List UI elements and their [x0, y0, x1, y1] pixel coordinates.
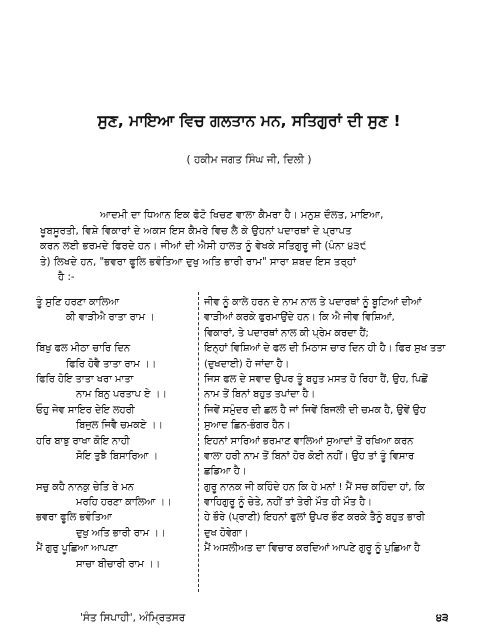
- shabad-line: ਬਿਖੁ ਫਲ ਮੀਠਾ ਚਾਰਿ ਦਿਨ: [36, 343, 130, 355]
- shabad-line: ਸੋਇ ਤੁਝੈ ਬਿਸਾਰਿਆ ।: [76, 450, 158, 462]
- shabad-line: ਤੂੰ ਸੁਣਿ ਹਰਣਾ ਕਾਲਿਆ: [36, 297, 119, 308]
- explanation-column: [204, 295, 488, 557]
- shabad-line: [36, 464, 196, 479]
- intro-line: ਖੂਬਸੂਰਤੀ, ਵਿਸ਼ੇ ਵਿਕਾਰਾਂ ਦੇ ਅਕਸ ਇਸ ਕੈਮਰੇ ਵਿਚ ਲੈ ਕੇ ਉਹਨਾਂ ਪਦਾਰਥਾਂ ਦੇ ਪ੍ਰਾਪਤ: [40, 225, 352, 237]
- page-number: ੪੩: [436, 612, 449, 624]
- shabad-line: ਦੁਖੁ ਅਤਿ ਭਾਰੀ ਰਾਮ ।।: [76, 527, 166, 539]
- explanation-line: ਸੁਆਦ ਛਿਨ-ਭੰਗਰ ਹੈਨ।: [204, 420, 291, 432]
- explanation-line: ਜੀਵ ਨੂੰ ਕਾਲੇ ਹਰਨ ਦੇ ਨਾਮ ਨਾਲ ਤੇ ਪਦਾਰਥਾਂ ਨੂੰ ਬੂਟਿਆਂ ਦੀਆਂ: [204, 297, 422, 308]
- shabad-line: ਹਰਿ ਬਾਝੁ ਰਾਖਾ ਕੋਇ ਨਾਹੀ: [36, 435, 130, 447]
- shabad-line: ਓਹੁ ਜੇਵ ਸਾਇਰ ਦੇਇ ਲਹਰੀ: [36, 404, 135, 416]
- source-credit: 'ਸੰਤ ਸਿਪਾਹੀ', ਅੰਮ੍ਰਿਤਸਰ: [80, 612, 186, 624]
- shabad-line: ਨਾਮ ਬਿਨੁ ਪਰਤਾਪ ਏ ।।: [76, 389, 167, 401]
- explanation-line: ਜਿਸ ਫਲ ਦੇ ਸਵਾਦ ਉਪਰ ਤੂੰ ਬਹੁਤ ਮਸਤ ਹੋ ਰਿਹਾ ਹੈਂ, ਉਹ, ਪਿਛੋਂ: [204, 373, 428, 385]
- article-title: ਸੁਣ, ਮਾਇਆ ਵਿਚ ਗਲਤਾਨ ਮਨ, ਸਤਿਗੁਰਾਂ ਦੀ ਸੁਣ !: [97, 112, 401, 130]
- shabad-line: ਫਿਰਿ ਹੋਇ ਤਾਤਾ ਖਰਾ ਮਾਤਾ: [36, 373, 134, 385]
- explanation-line: ਵਾੜੀਆਂ ਕਰਕੇ ਫੁਰਮਾਉਂਦੇ ਹਨ। ਕਿ ਐ ਜੀਵ ਵਿਸ਼ਿਆਂ,: [204, 312, 395, 324]
- explanation-line: ਦੁਖ ਹੋਵੇਗਾ।: [204, 527, 249, 539]
- shabad-line: ਸਚੁ ਕਹੈ ਨਾਨਕੁ ਚੇਤਿ ਰੇ ਮਨ: [36, 481, 134, 493]
- explanation-line: ਵਾਲਾ ਹਰੀ ਨਾਮ ਤੋਂ ਬਿਨਾਂ ਹੋਰ ਕੋਈ ਨਹੀਂ। ਉਹ ਤਾਂ ਤੂੰ ਵਿਸਾਰ: [204, 450, 415, 462]
- explanation-line: ਗੁਰੂ ਨਾਨਕ ਜੀ ਕਹਿੰਦੇ ਹਨ ਕਿ ਹੇ ਮਨਾਂ ! ਮੈਂ ਸਚ ਕਹਿੰਦਾ ਹਾਂ, ਕਿ: [204, 481, 425, 493]
- intro-line: ਆਦਮੀ ਦਾ ਧਿਆਨ ਇਕ ਫੋਟੋ ਖਿਚਣ ਵਾਲਾ ਕੈਮਰਾ ਹੈ। ਮਨੁਸ਼ ਦੌਲਤ, ਮਾਇਆ,: [100, 210, 384, 221]
- shabad-column: [36, 295, 196, 572]
- shabad-line: ਭਵਰਾ ਫੂਲਿ ਭਵੰਤਿਆ: [36, 512, 112, 524]
- explanation-line: ਇਨ੍ਹਾਂ ਵਿਸ਼ਿਆਂ ਦੇ ਫਲ ਦੀ ਮਿਠਾਸ ਚਾਰ ਦਿਨ ਹੀ ਹੈ। ਫਿਰ ਸੁਖ ਤਤਾ: [204, 343, 446, 355]
- shabad-line: ਕੀ ਵਾੜੀਐ ਰਾਤਾ ਰਾਮ ।: [66, 312, 155, 324]
- shabad-line: ਮਰਹਿ ਹਰਣਾ ਕਾਲਿਆ ।।: [76, 497, 172, 509]
- explanation-line: (ਦੁਖਦਾਈ) ਹੋ ਜਾਂਦਾ ਹੈ।: [204, 358, 290, 370]
- explanation-line: ਮੈਂ ਅਸਲੀਅਤ ਦਾ ਵਿਚਾਰ ਕਰਦਿਆਂ ਆਪਣੇ ਗੁਰੂ ਨੂੰ ਪੁਛਿਆ ਹੈ: [204, 543, 421, 555]
- column-divider: [198, 292, 199, 592]
- shabad-line: ਬਿਜੁਲ ਜਿਵੈ ਚਮਕਏ ।।: [76, 420, 163, 432]
- shabad-line: [36, 326, 196, 341]
- intro-line: ਕਰਨ ਲਈ ਭਰਮਦੇ ਫਿਰਦੇ ਹਨ। ਜੀਆਂ ਦੀ ਐਸੀ ਹਾਲਤ ਨੂੰ ਵੇਖਕੇ ਸਤਿਗੁਰੂ ਜੀ (ਪੰਨਾ ੪੩੯: [40, 241, 367, 252]
- explanation-line: ਇਹਨਾਂ ਸਾਰਿਆਂ ਭਰਮਾਣ ਵਾਲਿਆਂ ਸੁਆਦਾਂ ਤੋਂ ਰਖਿਆ ਕਰਨ: [204, 435, 414, 447]
- shabad-line: ਫਿਰਿ ਹੋਵੈ ਤਾਤਾ ਰਾਮ ।।: [66, 358, 157, 370]
- intro-line: ਹੈ :-: [58, 272, 75, 283]
- explanation-line: ਵਿਕਾਰਾਂ, ਤੇ ਪਦਾਰਥਾਂ ਨਾਲ ਕੀ ਪ੍ਰੇਮ ਕਰਦਾ ਹੈਂ;: [204, 327, 369, 339]
- intro-line: ਤੇ) ਲਿਖਦੇ ਹਨ, "ਭਵਰਾ ਫੂਲਿ ਭਵੰਤਿਆ ਦੁਖੁ ਅਤਿ ਭਾਰੀ ਰਾਮ" ਸਾਰਾ ਸ਼ਬਦ ਇਸ ਤਰ੍ਹਾਂ: [40, 256, 357, 268]
- explanation-line: ਹੇ ਭੌਰੇ (ਪ੍ਰਾਣੀ) ਇਹਨਾਂ ਫੁਲਾਂ ਉਪਰ ਭੌਣ ਕਰਕੇ ਤੈਨੂੰ ਬਹੁਤ ਭਾਰੀ: [204, 512, 425, 524]
- intro-paragraph: [40, 208, 480, 286]
- author-byline: ( ਹਕੀਮ ਜਗਤ ਸਿੰਘ ਜੀ, ਦਿਲੀ ): [186, 154, 312, 166]
- explanation-line: ਵਾਹਿਗੁਰੂ ਨੂੰ ਚੇਤੇ, ਨਹੀਂ ਤਾਂ ਤੇਰੀ ਮੌਤ ਹੀ ਮੌਤ ਹੈ।: [204, 497, 372, 509]
- explanation-line: ਜਿਵੇਂ ਸਮੁੰਦਰ ਦੀ ਛਲ ਹੈ ਜਾਂ ਜਿਵੇਂ ਬਿਜਲੀ ਦੀ ਚਮਕ ਹੈ, ਉਵੇਂ ਉਹ: [204, 404, 426, 416]
- explanation-line: ਨਾਮ ਤੋਂ ਬਿਨਾਂ ਬਹੁਤ ਤਪਾਂਦਾ ਹੈ।: [204, 389, 316, 401]
- shabad-line: ਸਾਚਾ ਬੀਚਾਰੀ ਰਾਮ ।।: [76, 558, 161, 570]
- shabad-line: ਮੈਂ ਗੁਰੁ ਪੂਛਿਆ ਆਪਣਾ: [36, 543, 118, 555]
- explanation-line: ਛਡਿਆ ਹੈ।: [204, 466, 247, 478]
